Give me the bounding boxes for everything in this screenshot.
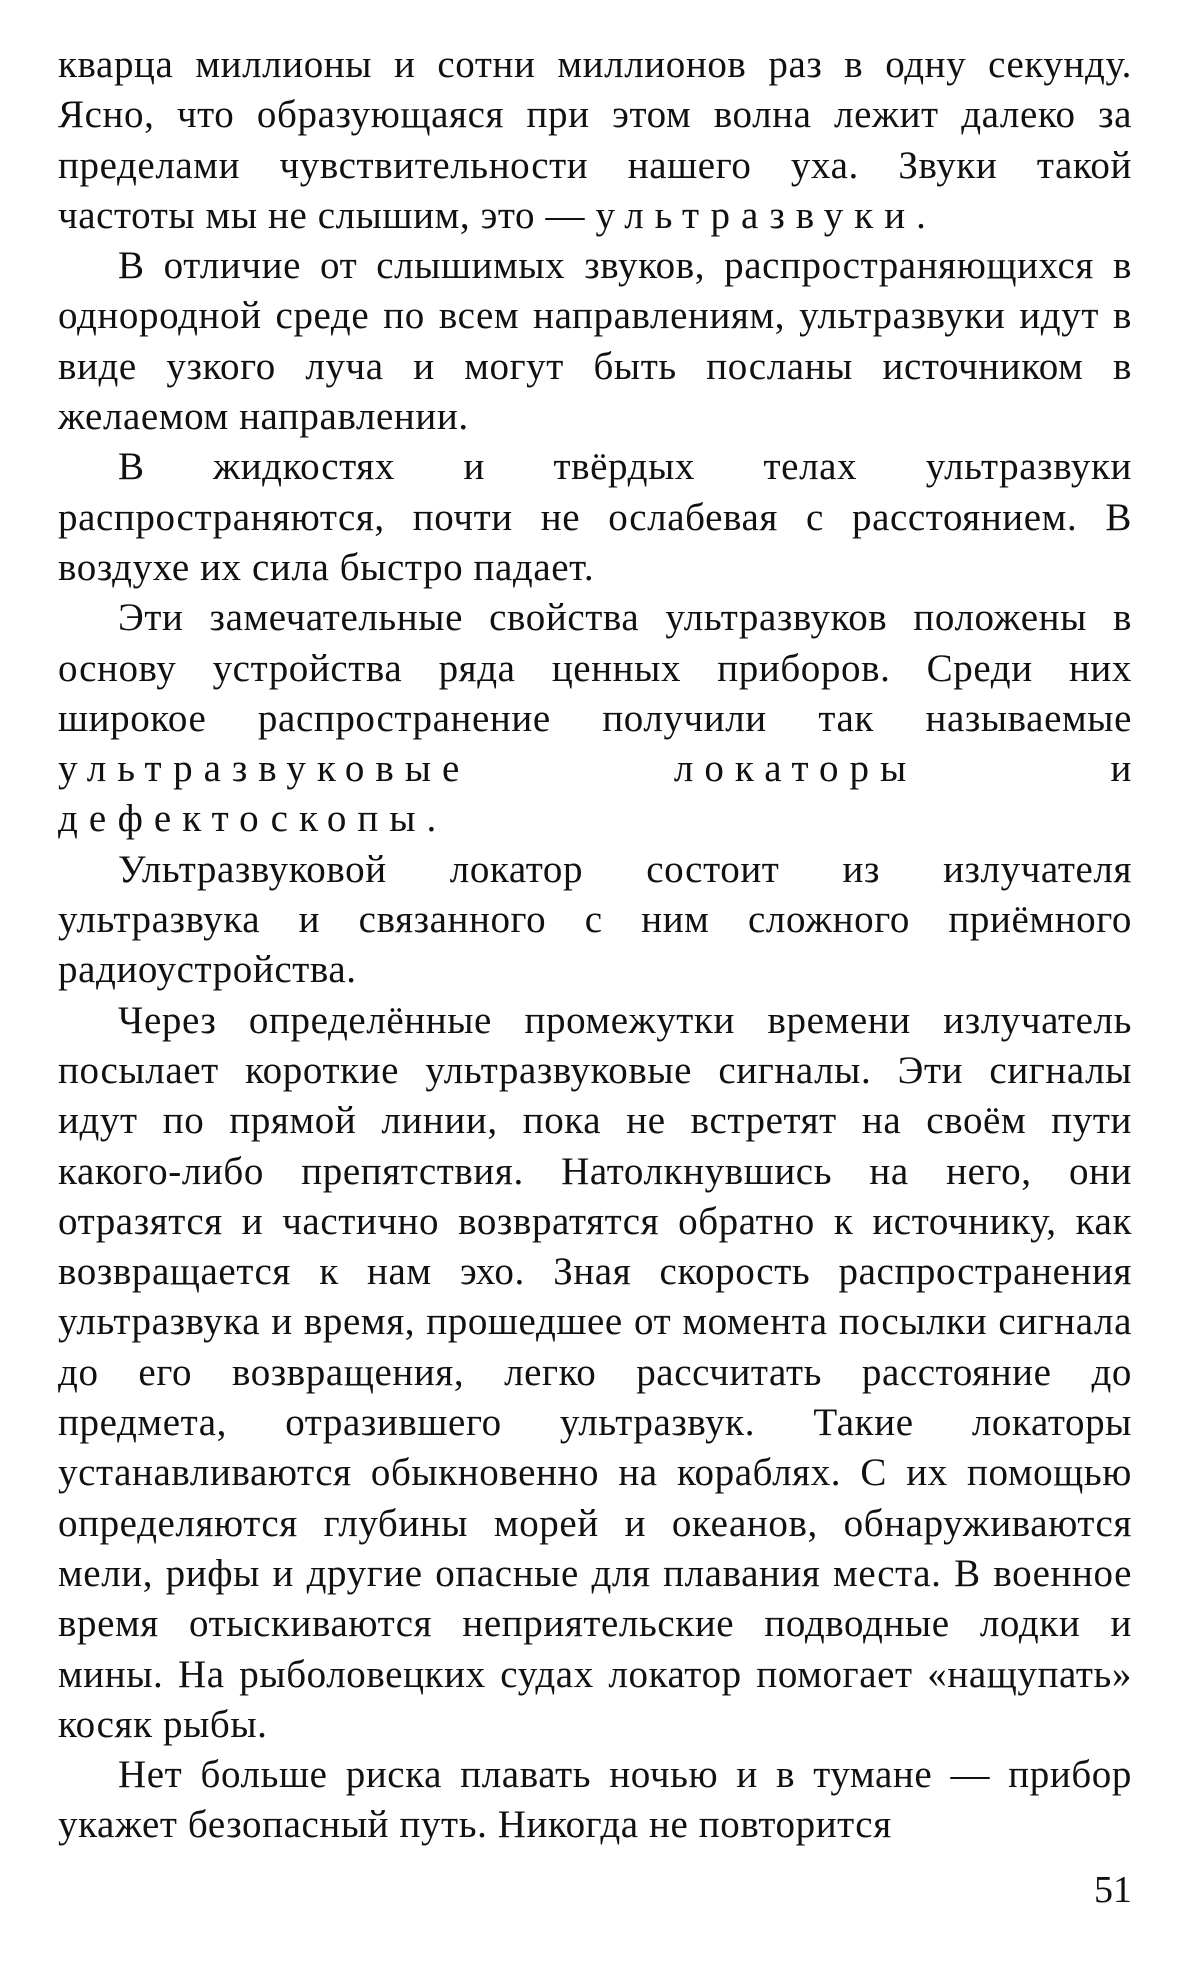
- text-segment: Эти замечательные свойства ультразвуков положены в основу устройства ряда ценных приборов. Среди них широкое распространение получили так называемые: [58, 596, 1132, 740]
- text-segment: .: [426, 797, 437, 841]
- text-segment: .: [916, 193, 927, 237]
- paragraph-p3: [58, 593, 1132, 844]
- paragraph-p6: [58, 1750, 1132, 1851]
- page-body: [58, 40, 1132, 1851]
- text-segment: Ультразвуковой локатор состоит из излучателя ультразвука и связанного с ним сложного приёмного радиоустройства.: [58, 847, 1132, 992]
- spaced-term: дефектоскопы: [58, 797, 427, 841]
- text-segment: Через определённые промежутки времени излучатель посылает короткие ультразвуковые сигналы. Эти сигналы идут по прямой линии, пока не встретят на своём пути какого-либо препятствия. Натолкнувшись на него, они отразятся и частично возвратятся обратно к источнику, как возвращается к нам эхо. Зная скорость распространения ультразвука и время, прошедшее от момента посылки сигнала до его возвращения, легко рассчитать расстояние до предмета, отразившего ультразвук. Такие локаторы устанавливаются обыкновенно на кораблях. С их помощью определяются глубины морей и океанов, обнаруживаются мели, рифы и другие опасные для плавания места. В военное время отыскиваются неприятельские подводные лодки и мины. На рыболовецких судах локатор помогает «нащупать» косяк рыбы.: [58, 998, 1132, 1746]
- text-segment: В жидкостях и твёрдых телах ультразвуки распространяются, почти не ослабевая с расстоянием. В воздухе их сила быстро падает.: [58, 445, 1132, 589]
- text-segment: Нет больше риска плавать ночью и в тумане — прибор укажет безопасный путь. Никогда не повторится: [58, 1753, 1132, 1847]
- page-number: 51: [1094, 1869, 1132, 1911]
- paragraph-p2: [58, 442, 1132, 593]
- spaced-term: ультразвуковые локаторы: [58, 747, 918, 791]
- paragraph-p0: [58, 40, 1132, 241]
- text-segment: кварца миллионы и сотни миллионов раз в одну секунду. Ясно, что образующаяся при этом волна лежит далеко за пределами чувствительности нашего уха. Звуки такой частоты мы не слышим, это —: [58, 43, 1132, 237]
- text-segment: В отличие от слышимых звуков, распространяющихся в однородной среде по всем направлениям, ультразвуки идут в виде узкого луча и могут быть посланы источником в желаемом направлении.: [58, 244, 1132, 439]
- text-segment: и: [917, 747, 1132, 791]
- paragraph-p4: [58, 845, 1132, 996]
- paragraph-p5: [58, 996, 1132, 1750]
- paragraph-p1: [58, 241, 1132, 442]
- spaced-term: ультразвуки: [595, 193, 917, 237]
